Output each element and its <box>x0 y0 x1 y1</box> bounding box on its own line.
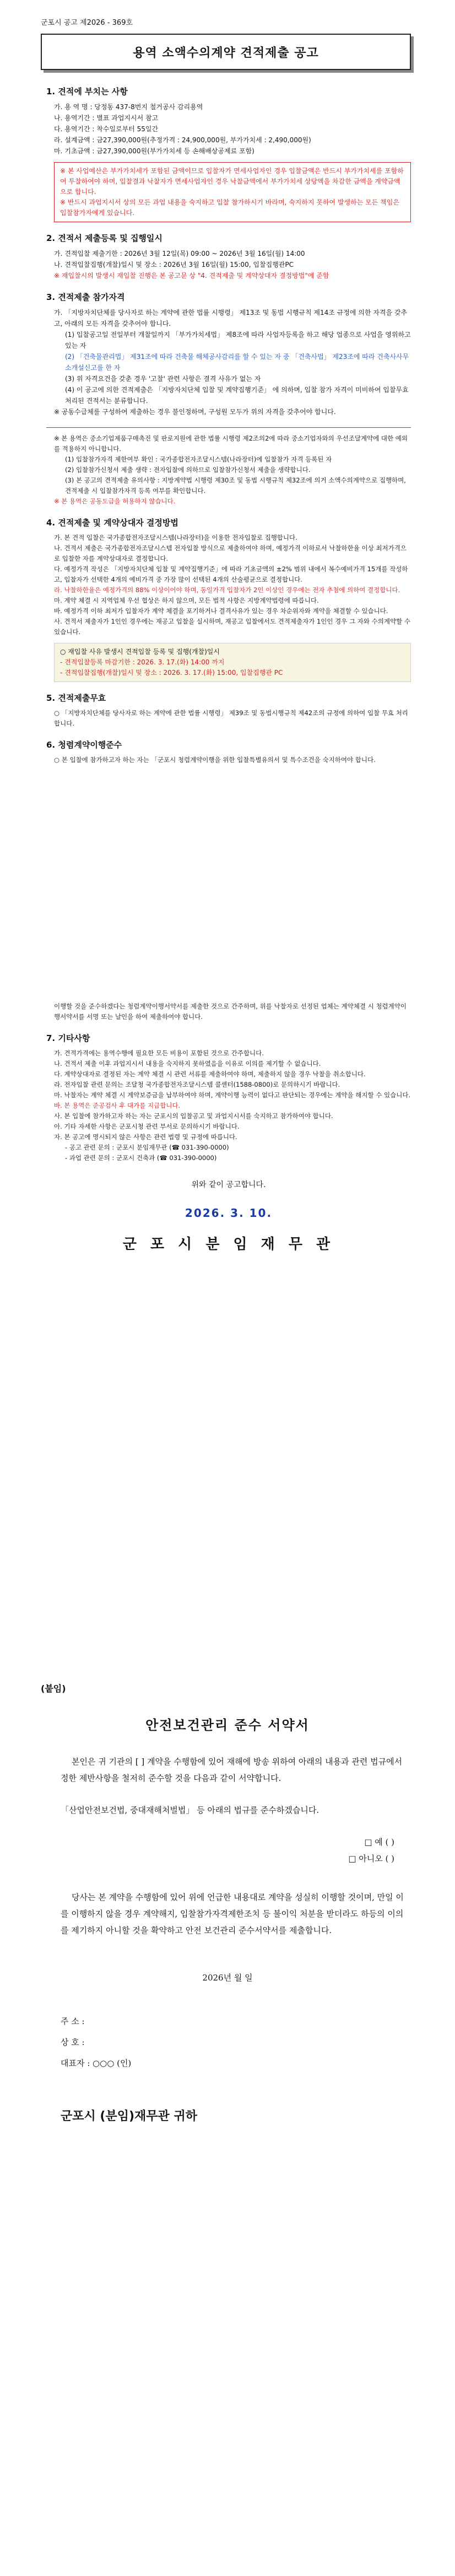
rebid-schedule-box <box>54 643 411 682</box>
company-label: 상 호 : <box>61 2037 85 2047</box>
signer-name: 군 포 시 분 임 재 무 관 <box>122 1236 335 1253</box>
s3b-line: ※ 본 용역은 중소기업제품구매촉진 및 판로지원에 관한 법률 시행령 제2조의2에 따라 중소기업자와의 우선조달계약에 대한 예외를 적용하지 아니합니다. <box>54 434 408 453</box>
pledge-para-1: 본인은 귀 기관의 [ ] 계약을 수행함에 있어 재해에 방송 위하여 아래의 내용과 관련 법규에서 정한 제반사항을 철저히 준수할 것을 다음과 같이 서약합니다. <box>61 1757 403 1783</box>
s7-line: 가. 견적가격에는 용역수행에 필요한 모든 비용이 포함된 것으로 간주합니다. <box>54 1049 264 1057</box>
pledge-date: 2026년 월 일 <box>202 1973 253 1983</box>
pledge-body-2 <box>61 1889 405 1939</box>
s7-line: 아. 기타 자세한 사항은 군포시청 관련 부서로 문의하시기 바랍니다. <box>54 1123 240 1130</box>
vat-warning-text: ※ 본 사업예산은 부가가치세가 포함된 금액이므로 입찰자가 면세사업자인 경우 입찰금액은 반드시 부가가치세를 포함하여 투찰하여야 하며, 입찰결과 낙찰자가 면세사업자인 경우 낙찰금액에서 부가가치세 상당액을 차감한 금액을 계약금액으로 합니다. <box>60 167 404 196</box>
contact-line: - 공고 관련 문의 : 군포시 분임재무관 (☎ 031-390-0000) <box>65 1144 229 1151</box>
s4-line: 사. 견적서 제출자가 1인인 경우에는 재공고 입찰을 실시하며, 재공고 입찰에서도 견적제출자가 1인인 경우 그 자와 수의계약할 수 있습니다. <box>54 618 410 636</box>
contact-line: - 과업 관련 문의 : 군포시 건축과 (☎ 031-390-0000) <box>65 1154 217 1162</box>
pledge-para-2: 「산업안전보건법, 중대재해처벌법」 등 아래의 법규를 준수하겠습니다. <box>61 1805 319 1815</box>
representative-label: 대표자 : ○○○ (인) <box>61 2058 132 2068</box>
addressee: 군포시 (분임)재무관 귀하 <box>61 2110 197 2123</box>
s7-line: 나. 견적서 제출 이후 과업지시서 내용을 숙지하지 못하였음을 이유로 이의를 제기할 수 없습니다. <box>54 1060 321 1067</box>
section-2-title: 2. 견적서 제출등록 및 집행일시 <box>46 233 162 243</box>
s4-line: 마. 계약 체결 시 지역업체 우선 협상은 하지 않으며, 모든 법적 사항은 지방계약법령에 따릅니다. <box>54 597 319 604</box>
p2-intro: 이행할 것을 준수하겠다는 청렴계약이행서약서를 제출한 것으로 간주하며, 위를 낙찰자로 선정된 업체는 계약체결 시 청렴계약이행서약서를 서명 또는 날인을 하여 제출하여야 합니다. <box>54 1002 407 1021</box>
pledge-page <box>28 1660 427 2564</box>
s2-note: ※ 재입찰시의 발생시 재입찰 진행은 본 공고문 상 "4. 견적제출 및 계약상대자 결정방법"에 준함 <box>54 272 329 280</box>
divider <box>46 427 411 428</box>
notice-date: 2026. 3. 10. <box>185 1206 273 1220</box>
s3-note: ※ 공동수급체를 구성하여 제출하는 경우 불인정하며, 구성원 모두가 위의 자격을 갖추어야 합니다. <box>54 408 336 416</box>
annex-label: (붙임) <box>41 1683 66 1694</box>
s3b-line: (1) 입찰참가자격 제한여부 확인 : 국가종합전자조달시스템(나라장터)에 입찰참가 자격 등록된 자 <box>65 455 332 463</box>
s3-line: (3) 위 자격요건을 갖춘 경우 '고찰' 관련 사항은 결격 사유가 없는 자 <box>65 375 261 383</box>
pledge-body <box>61 1753 405 1818</box>
s1-line: 다. 용역기간 : 착수일로부터 55일간 <box>54 125 159 133</box>
notice-page-1 <box>28 17 427 921</box>
section-1-title: 1. 견적에 부치는 사항 <box>46 87 128 96</box>
section-7-title: 7. 기타사항 <box>46 1033 90 1043</box>
s2-line: 가. 견적입찰 제출기한 : 2026년 3월 12일(목) 09:00 ~ 2026년 3월 16일(월) 14:00 <box>54 250 305 257</box>
rebid-line: - 견적입찰집행(개찰)일시 및 장소 : 2026. 3. 17.(화) 15:00, 입찰집행관 PC <box>60 669 283 677</box>
notice-title: 용역 소액수의계약 견적제출 공고 <box>41 34 411 70</box>
s2-line: 나. 견적입찰집행(개찰)일시 및 장소 : 2026년 3월 16일(월) 15:00, 입찰집행관PC <box>54 261 294 269</box>
s4-line: 다. 예정가격 작성은 「지방자치단체 입찰 및 계약집행기준」에 따라 기초금액의 ±2% 범위 내에서 복수예비가격 15개를 작성하고, 입찰자가 선택한 4개의 예비가격 중 가장 많이 선택된 4개의 산술평균으로 결정합니다. <box>54 565 408 583</box>
section-2 <box>46 232 411 281</box>
s5-line: ○ 「지방자치단체를 당사자로 하는 계약에 관한 법률 시행령」 제39조 및 동법시행규칙 제42조의 규정에 의하여 입찰 무효 처리합니다. <box>54 709 408 727</box>
s6-line: ○ 본 입찰에 참가하고자 하는 자는 「군포시 청렴계약이행을 위한 입찰특별유의서 및 특수조건을 숙지하여야 합니다. <box>54 756 376 764</box>
s4-line: 가. 본 견적 입찰은 국가종합전자조달시스템(나라장터)을 이용한 전자입찰로 집행합니다. <box>54 534 297 541</box>
s4-line: 나. 견적서 제출은 국가종합전자조달시스템 전자입찰 방식으로 제출하여야 하며, 예정가격 이하로서 낙찰하한율 이상 최저가격으로 입찰한 자를 계약상대자로 결정합니다. <box>54 544 407 562</box>
s7-line: 사. 본 입찰에 참가하고자 하는 자는 군포시의 입찰공고 및 과업지시서를 숙지하고 참가하여야 합니다. <box>54 1112 333 1120</box>
s1-line: 라. 설계금액 : 금27,390,000원(추정가격 : 24,900,000원, 부가가치세 : 2,490,000원) <box>54 136 311 144</box>
yes-checkbox[interactable]: □ 예 ( ) <box>364 1837 394 1847</box>
section-6 <box>46 739 411 765</box>
rebid-line: ○ 재입찰 사유 발생시 견적입찰 등록 및 집행(개찰)일시 <box>60 648 220 656</box>
pledge-para-3: 당사는 본 계약을 수행함에 있어 위에 언급한 내용대로 계약을 성실히 이행할 것이며, 만일 이를 이행하지 않을 경우 계약해지, 입찰참가자격제한조치 등 불이익 처분을 받더라도 하등의 이의를 제기하지 아니할 것을 확약하고 안전 보건관리 준수서약서를 제출합니다. <box>61 1892 404 1935</box>
s3b-line: (2) 입찰참가신청서 제출 생략 : 전자입찰에 의하므로 입찰참가신청서 제출을 생략합니다. <box>65 466 311 474</box>
s7-line: 자. 본 공고에 명시되지 않은 사항은 관련 법령 및 규정에 따릅니다. <box>54 1133 237 1141</box>
s3b-line: ※ 본 용역은 공동도급을 허용하지 않습니다. <box>54 497 176 505</box>
section-5-title: 5. 견적제출무효 <box>46 693 106 703</box>
document-number: 군포시 공고 제2026 - 369호 <box>41 19 133 27</box>
s7-line: 마. 낙찰자는 계약 체결 시 계약보증금을 납부하여야 하며, 계약이행 능력이 없다고 판단되는 경우에는 계약을 해지할 수 있습니다. <box>54 1091 411 1099</box>
section-6-title: 6. 청렴계약이행준수 <box>46 740 122 750</box>
notice-page-2 <box>28 992 427 1593</box>
s3-line: (2) 「건축물관리법」 제31조에 따라 건축물 해체공사감리를 할 수 있는 자 중 「건축사법」 제23조에 따라 건축사사무소개설신고를 한 자 <box>65 353 409 372</box>
s7-line: 바. 본 용역은 준공검사 후 대가를 지급합니다. <box>54 1102 181 1109</box>
s3-line: (4) 이 공고에 의한 견적제출은 「지방자치단체 입찰 및 계약집행기준」 에 의하며, 입찰 참가 자격이 미비하여 입찰무효 처리된 견적서는 분류합니다. <box>65 386 409 405</box>
s4-line: 라. 낙찰하한율은 예정가격의 88% 이상이어야 하며, 동일가격 입찰자가 2인 이상인 경우에는 전자 추첨에 의하여 결정합니다. <box>54 586 400 594</box>
s1-line: 나. 용역기간 : 별표 과업지시서 참고 <box>54 114 159 122</box>
section-4 <box>46 517 411 682</box>
s7-line: 라. 전자입찰 관련 문의는 조달청 국가종합전자조달시스템 콜센터(1588-0800)로 문의하시기 바랍니다. <box>54 1081 340 1088</box>
s3b-line: (3) 본 공고의 견적제출 유의사항 : 지방계약법 시행령 제30조 및 동법 시행규칙 제32조에 의거 소액수의계약으로 집행하며, 견적제출 시 입찰참가자격 등록 여부를 확인합니다. <box>65 476 406 495</box>
section-1 <box>46 85 411 222</box>
pledge-title: 안전보건관리 준수 서약서 <box>145 1718 310 1733</box>
s3-line: 가. 「지방자치단체를 당사자로 하는 계약에 관한 법률 시행령」 제13조 및 동법 시행규칙 제14조 규정에 의한 자격을 갖추고, 아래의 모든 자격을 갖추어야 합니다. <box>54 309 408 328</box>
s1-line: 마. 기초금액 : 금27,390,000원(부가가치세 등 손해배상공제료 포함) <box>54 147 254 155</box>
section-5 <box>46 692 411 729</box>
rebid-line: - 견적입찰등록 마감기한 : 2026. 3. 17.(화) 14:00 까지 <box>60 658 225 666</box>
s1-line: 가. 용 역 명 : 당정동 437-8번지 철거공사 감리용역 <box>54 103 203 111</box>
section-3-title: 3. 견적제출 참가자격 <box>46 292 125 302</box>
no-checkbox[interactable]: □ 아니오 ( ) <box>348 1854 394 1864</box>
s3-line: (1) 입찰공고일 전일부터 개찰일까지 「부가가치세법」 제8조에 따라 사업자등록을 하고 해당 업종으로 사업을 영위하고 있는 자 <box>65 331 411 350</box>
closing-text: 위와 같이 공고합니다. <box>191 1180 266 1189</box>
s4-line: 바. 예정가격 이하 최저가 입찰자가 계약 체결을 포기하거나 결격사유가 있는 경우 차순위자와 계약을 체결할 수 있습니다. <box>54 607 388 615</box>
section-3 <box>46 291 411 507</box>
address-label: 주 소 : <box>61 2016 85 2026</box>
scope-warning-text: ※ 반드시 과업지시서 상의 모든 과업 내용을 숙지하고 입찰 참가하시기 바라며, 숙지하지 못하여 발생하는 모든 책임은 입찰참가자에게 있습니다. <box>60 198 399 217</box>
section-4-title: 4. 견적제출 및 계약상대자 결정방법 <box>46 518 178 528</box>
vat-warning-box <box>54 162 411 222</box>
section-7 <box>46 1001 411 1253</box>
s7-line: 다. 계약상대자로 결정된 자는 계약 체결 시 관련 서류를 제출하여야 하며, 제출하지 않을 경우 낙찰을 취소합니다. <box>54 1070 366 1078</box>
